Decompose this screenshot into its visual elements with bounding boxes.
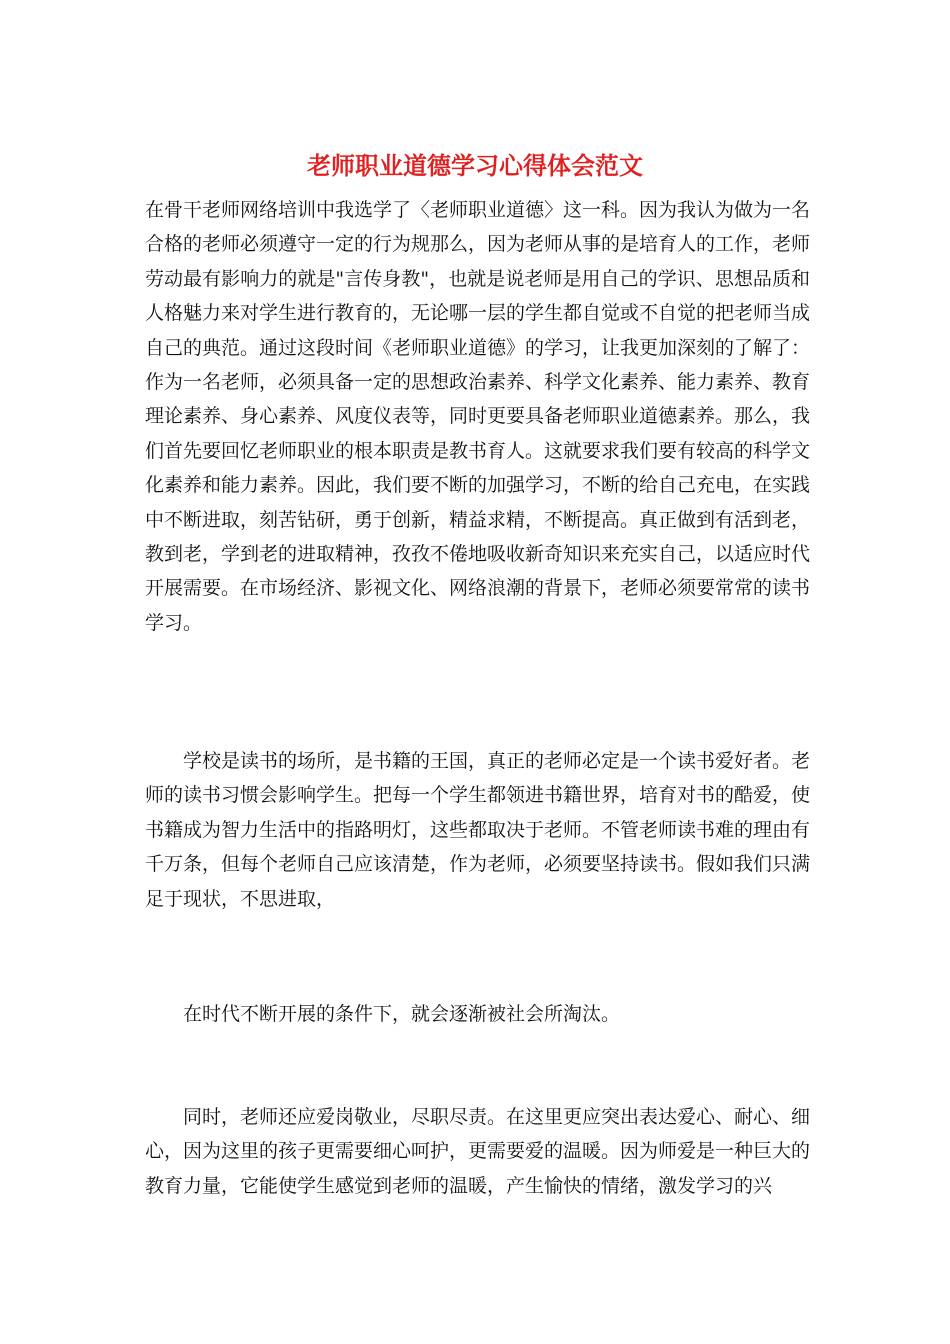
paragraph-3: 在时代不断开展的条件下，就会逐渐被社会所淘汰。 (183, 1003, 621, 1025)
paragraph-1: 在骨干老师网络培训中我选学了〈老师职业道德〉这一科。因为我认为做为一名合格的老师必须遵守一定的行为规那么，因为老师从事的是培育人的工作，老师劳动最有影响力的就是"言传身教"，也就是说老师是用自己的学识、思想品质和人格魅力来对学生进行教育的，无论哪一层的学生都自觉或不自觉的把老师当成自己的典范。通过这段时间《老师职业道德》的学习，让我更加深刻的了解了：作为一名老师，必须具备一定的思想政治素养、科学文化素养、能力素养、教育理论素养、身心素养、风度仪表等，同时更要具备老师职业道德素养。那么，我们首先要回忆老师职业的根本职责是教书育人。这就要求我们要有较高的科学文化素养和能力素养。因此，我们要不断的加强学习，不断的给自己充电，在实践中不断进取，刻苦钻研，勇于创新，精益求精，不断提高。真正做到有活到老，教到老，学到老的进取精神，孜孜不倦地吸收新奇知识来充实自己，以适应时代开展需要。在市场经济、影视文化、网络浪潮的背景下，老师必须要常常的读书学习。 (145, 199, 811, 634)
paragraph-4: 同时，老师还应爱岗敬业，尽职尽责。在这里更应突出表达爱心、耐心、细心，因为这里的孩子更需要细心呵护，更需要爱的温暖。因为师爱是一种巨大的教育力量，它能使学生感觉到老师的温暖，产生愉快的情绪，激发学习的兴 (145, 1106, 811, 1197)
document-title: 老师职业道德学习心得体会范文 (307, 151, 643, 180)
paragraph-2: 学校是读书的场所，是书籍的王国，真正的老师必定是一个读书爱好者。老师的读书习惯会影响学生。把每一个学生都领进书籍世界，培育对书的酷爱，使书籍成为智力生活中的指路明灯，这些都取决于老师。不管老师读书难的理由有千万条，但每个老师自己应该清楚，作为老师，必须要坚持读书。假如我们只满足于现状，不思进取， (145, 750, 811, 910)
